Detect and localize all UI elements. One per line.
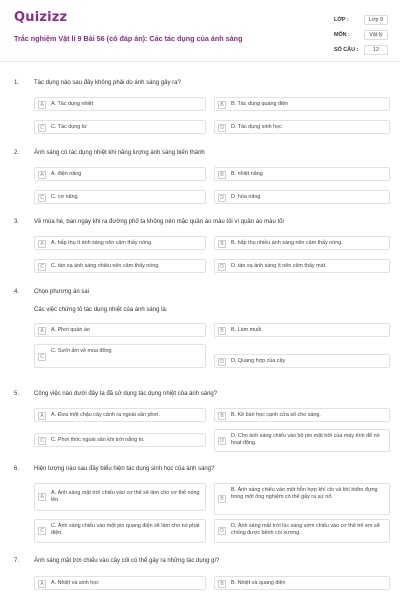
option-text: B. Ánh sáng chiếu vào một hỗn hợp khí clo và khí hiđro đựng trong một ống nghiệm có thể gây ra sự nổ.	[231, 487, 378, 500]
meta-value: Lớp 9	[364, 15, 388, 25]
option-letter-badge: A	[38, 493, 46, 501]
meta-label: MÔN :	[334, 32, 350, 38]
question-text: Ánh sáng có tác dụng nhiệt khi năng lượng ánh sáng biến thành	[34, 150, 205, 156]
answer-option[interactable]	[214, 429, 390, 452]
option-text: A. Nhiệt và sinh học	[51, 580, 99, 586]
option-text: C. Sưởi ấm về mùa đông	[51, 348, 112, 354]
meta-row-class	[334, 14, 390, 25]
option-text: C. cơ năng	[51, 194, 78, 200]
question-text: Công việc nào dưới đây ta đã sử dụng tác dụng nhiệt của ánh sáng?	[34, 391, 218, 397]
option-text: B. Nhiệt và quang điện	[231, 580, 286, 586]
question-text: Tác dụng nào sau đây không phải do ánh sáng gây ra?	[34, 80, 181, 86]
option-letter-badge: B	[218, 580, 226, 588]
answer-option[interactable]	[34, 259, 206, 273]
option-letter-badge: D	[218, 194, 226, 202]
answer-option[interactable]	[34, 190, 206, 204]
option-letter-badge: B	[218, 412, 226, 420]
answer-option[interactable]	[214, 259, 390, 273]
quizizz-logo: Quizizz	[14, 10, 68, 25]
meta-label: LỚP :	[334, 17, 349, 23]
answer-option[interactable]	[34, 236, 206, 250]
answer-option[interactable]	[34, 408, 206, 422]
option-text: A. hấp thụ ít ánh sáng nên cảm thấy nóng.	[51, 240, 153, 246]
meta-row-subject	[334, 29, 390, 40]
option-letter-badge: B	[218, 240, 226, 248]
answer-option[interactable]	[214, 519, 390, 543]
answer-option[interactable]	[214, 354, 390, 368]
answer-option[interactable]	[214, 576, 390, 590]
question-text: Ánh sáng mặt trời chiếu vào cây cối có thể gây ra những tác dụng gì?	[34, 558, 220, 564]
question-number: 2.	[14, 150, 20, 156]
option-text: B. Tác dụng quang điện	[231, 101, 289, 107]
answer-option[interactable]	[34, 344, 206, 368]
option-text: A. Ánh sáng mặt trời chiếu vào cơ thể sẽ làm cho cơ thể nóng lên.	[51, 490, 200, 503]
answer-option[interactable]	[34, 97, 206, 111]
option-text: C. Ánh sáng chiếu vào một pin quang điện sẽ làm cho nó phát điện.	[51, 523, 200, 536]
meta-row-question-count	[334, 44, 390, 55]
option-letter-badge: B	[218, 327, 226, 335]
option-text: C. Phơi thóc ngoài sân khi trời nắng to.	[51, 437, 145, 443]
option-letter-badge: D	[218, 358, 226, 366]
option-letter-badge: B	[218, 101, 226, 109]
option-letter-badge: D	[218, 263, 226, 271]
question-text: Hiện tượng nào sau đây biểu hiện tác dụng sinh học của ánh sáng?	[34, 466, 215, 472]
page-title: Trắc nghiệm Vật lí 9 Bài 56 (có đáp án): Các tác dụng của ánh sáng	[14, 34, 243, 43]
option-text: B. Kê bàn học cạnh cửa sổ cho sáng.	[231, 412, 321, 418]
answer-option[interactable]	[34, 433, 206, 447]
option-text: A. Tác dụng nhiệt	[51, 101, 94, 107]
question-number: 7.	[14, 558, 20, 564]
meta-value: Vật lý	[364, 30, 388, 40]
option-letter-badge: A	[38, 171, 46, 179]
option-text: A. điện năng	[51, 171, 82, 177]
question-number: 1.	[14, 80, 20, 86]
option-letter-badge: D	[218, 124, 226, 132]
answer-option[interactable]	[34, 120, 206, 134]
option-text: C. tán xạ ánh sáng nhiều nên cảm thấy nóng.	[51, 263, 160, 269]
option-text: D. Cho ánh sáng chiếu vào bộ pin mặt trời của máy tính để nó hoạt động.	[231, 433, 380, 446]
option-letter-badge: B	[218, 495, 226, 503]
question-number: 4.	[14, 289, 20, 295]
answer-option[interactable]	[34, 483, 206, 511]
option-text: B. Làm muối	[231, 327, 262, 333]
option-letter-badge: C	[38, 437, 46, 445]
option-text: D. tán xạ ánh sáng ít nên cảm thấy mát.	[231, 263, 327, 269]
answer-option[interactable]	[214, 190, 390, 204]
option-letter-badge: B	[218, 171, 226, 179]
option-letter-badge: A	[38, 580, 46, 588]
option-text: D. Quang hợp của cây	[231, 358, 286, 364]
option-text: D. Tác dụng sinh học	[231, 124, 282, 130]
option-text: A. Đưa một chậu cây cảnh ra ngoài sân phơi.	[51, 412, 160, 418]
question-text: Về mùa hè, ban ngày khi ra đường phố ta không nên mặc quần áo màu tối vì quần áo màu tối	[34, 219, 284, 225]
option-text: A. Phơi quần áo	[51, 327, 90, 333]
question-number: 6.	[14, 466, 20, 472]
option-text: B. hấp thụ nhiều ánh sáng nên cảm thấy nóng.	[231, 240, 343, 246]
answer-option[interactable]	[214, 97, 390, 111]
option-letter-badge: C	[38, 194, 46, 202]
question-text: Chọn phương án sai	[34, 289, 89, 295]
option-letter-badge: A	[38, 327, 46, 335]
answer-option[interactable]	[34, 323, 206, 337]
answer-option[interactable]	[34, 519, 206, 543]
answer-option[interactable]	[214, 323, 390, 337]
question-subtext: Các việc chứng tỏ tác dụng nhiệt của ánh sáng là:	[34, 307, 168, 313]
option-text: D. Ánh sáng mặt trời lúc sáng sớm chiếu vào cơ thể trẻ em sẽ chống được bệnh còi xương.	[231, 523, 380, 536]
option-letter-badge: A	[38, 101, 46, 109]
meta-value: 12	[364, 45, 388, 55]
option-letter-badge: C	[38, 263, 46, 271]
answer-option[interactable]	[214, 483, 390, 515]
answer-option[interactable]	[214, 167, 390, 181]
option-letter-badge: D	[218, 437, 226, 445]
option-letter-badge: A	[38, 240, 46, 248]
option-letter-badge: A	[38, 412, 46, 420]
option-letter-badge: C	[38, 527, 46, 535]
answer-option[interactable]	[34, 576, 206, 590]
answer-option[interactable]	[214, 120, 390, 134]
answer-option[interactable]	[214, 408, 390, 422]
option-text: C. Tác dụng từ	[51, 124, 87, 130]
meta-label: SỐ CÂU :	[334, 47, 359, 53]
option-letter-badge: C	[38, 353, 46, 361]
question-number: 5.	[14, 391, 20, 397]
option-text: D. hóa năng	[231, 194, 261, 200]
worksheet-header	[0, 0, 400, 62]
option-letter-badge: D	[218, 527, 226, 535]
option-letter-badge: C	[38, 124, 46, 132]
question-number: 3.	[14, 219, 20, 225]
answer-option[interactable]	[34, 167, 206, 181]
answer-option[interactable]	[214, 236, 390, 250]
option-text: B. nhiệt năng	[231, 171, 263, 177]
